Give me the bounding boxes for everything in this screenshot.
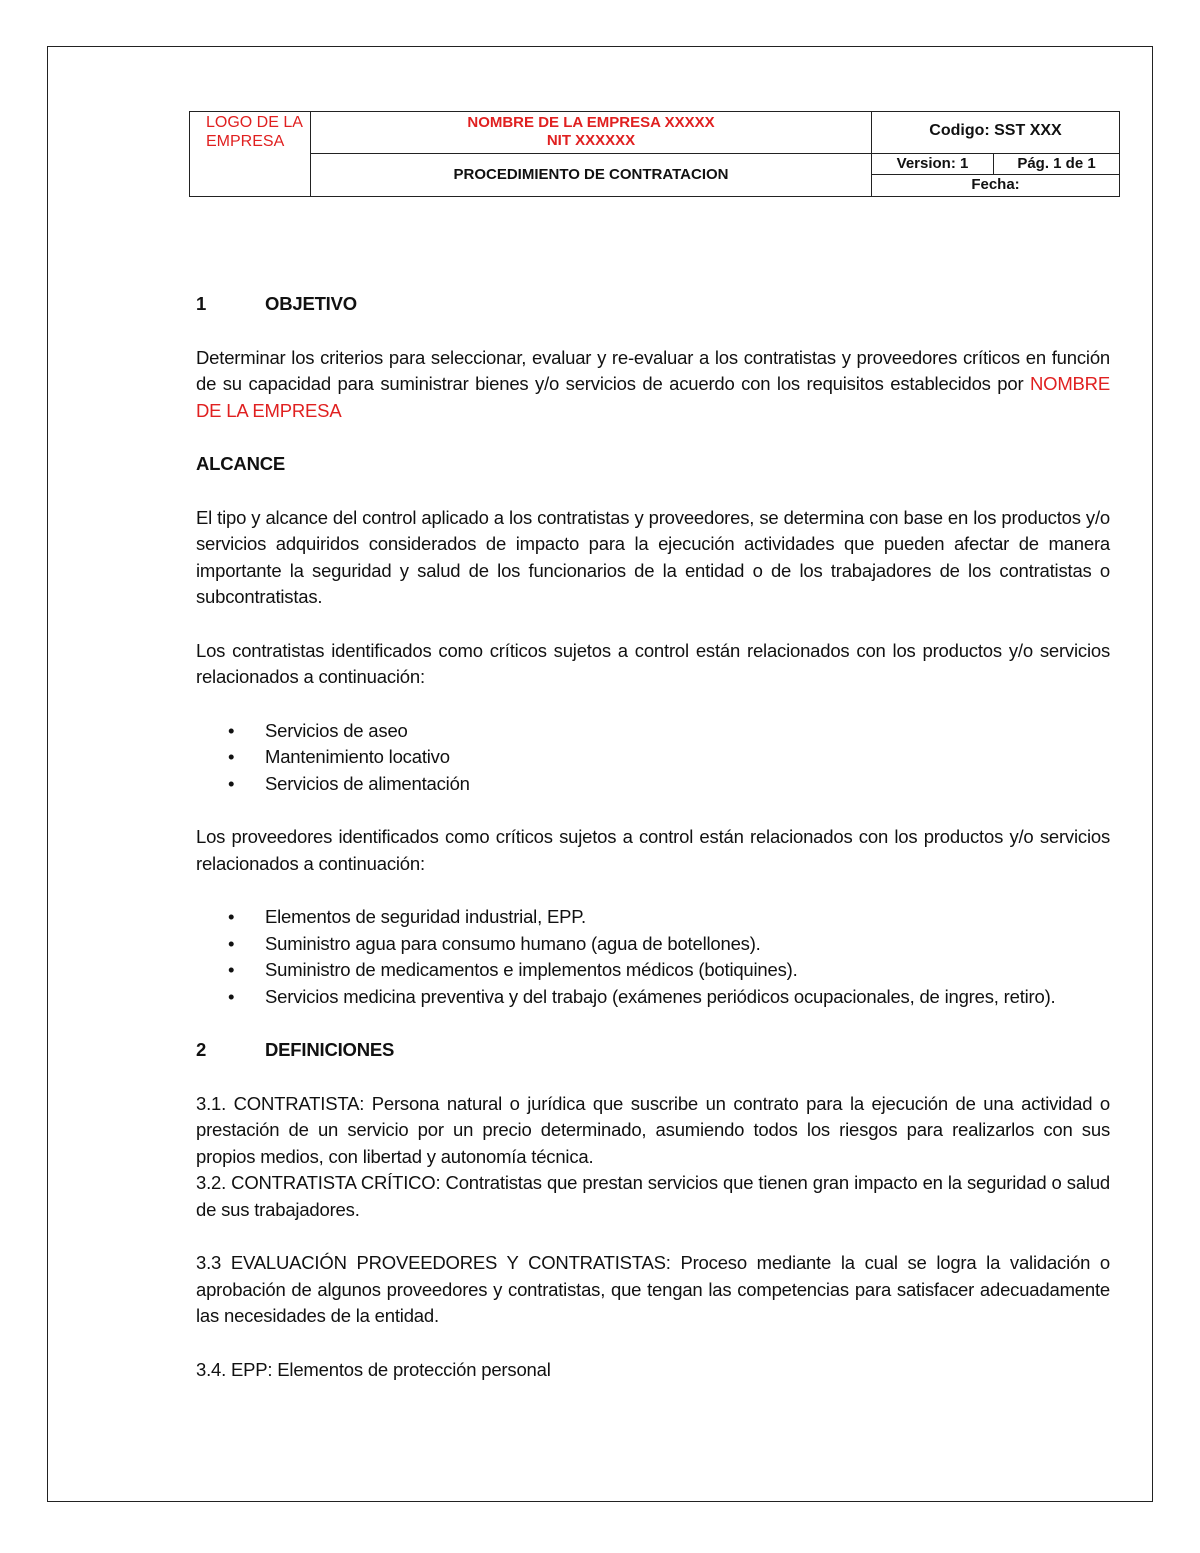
document-date: Fecha:	[971, 176, 1020, 193]
section-title: DEFINICIONES	[265, 1039, 395, 1060]
document-code: Codigo: SST XXX	[872, 112, 1119, 154]
bullet-icon: •	[228, 959, 235, 980]
document-header-table	[189, 111, 1120, 197]
list-item: • Servicios de aseo	[196, 718, 1110, 745]
section-definiciones-heading	[196, 1037, 1110, 1064]
page-number: Pág. 1 de 1	[994, 154, 1119, 175]
contratistas-list	[196, 718, 1110, 798]
logo-placeholder	[190, 112, 311, 196]
company-name-cell	[311, 112, 872, 154]
bullet-icon: •	[228, 772, 235, 794]
list-item: • Mantenimiento locativo	[196, 744, 1110, 771]
proveedores-list	[196, 904, 1110, 1010]
company-name: NOMBRE DE LA EMPRESA XXXXX	[467, 114, 715, 131]
company-nit: NIT XXXXXX	[546, 132, 636, 149]
alcance-paragraph-1: El tipo y alcance del control aplicado a los contratistas y proveedores, se determina con base en los productos y/o servicios adquiridos considerados de impacto para la ejecución actividades que pueden afectar de manera importante la seguridad y salud de los funcionarios de la entidad o de los trabajadores de los contratistas o subcontratistas.	[196, 506, 1110, 607]
alcance-paragraph-3: Los proveedores identificados como críticos sujetos a control están relacionados con los productos y/o servicios relacionados a continuación:	[196, 826, 1110, 874]
bullet-icon: •	[228, 746, 235, 767]
list-item: • Servicios medicina preventiva y del trabajo (exámenes periódicos ocupacionales, de ingres, retiro).	[196, 984, 1110, 1011]
section-alcance-heading: ALCANCE	[196, 453, 286, 474]
definition-epp: 3.4. EPP: Elementos de protección personal	[196, 1358, 551, 1380]
list-item: • Servicios de alimentación	[196, 771, 1110, 798]
list-item: • Suministro de medicamentos e implementos médicos (botiquines).	[196, 957, 1110, 984]
document-body	[196, 291, 1110, 1383]
bullet-icon: •	[228, 719, 235, 741]
alcance-paragraph-2: Los contratistas identificados como críticos sujetos a control están relacionados con los productos y/o servicios relacionados a continuación:	[196, 639, 1110, 687]
definition-evaluacion: 3.3 EVALUACIÓN PROVEEDORES Y CONTRATISTAS: Proceso mediante la cual se logra la validación o aprobación de algunos proveedores y contratistas, que tengan las competencias para satisfacer adecuadamente las necesidades de la entidad.	[196, 1252, 1110, 1326]
section-objetivo-heading	[196, 291, 1110, 318]
definition-contratista-critico: 3.2. CONTRATISTA CRÍTICO: Contratistas que prestan servicios que tienen gran impacto en la seguridad o salud de sus trabajadores.	[196, 1172, 1110, 1220]
objetivo-text: Determinar los criterios para seleccionar, evaluar y re-evaluar a los contratistas y proveedores críticos en función de su capacidad para suministrar bienes y/o servicios de acuerdo con los requisitos establecidos por	[196, 346, 1110, 394]
list-item: • Suministro agua para consumo humano (agua de botellones).	[196, 931, 1110, 958]
definition-contratista: 3.1. CONTRATISTA: Persona natural o jurídica que suscribe un contrato para la ejecución de una actividad o prestación de un servicio por un precio determinado, asumiendo todos los riesgos para realizarlos con sus propios medios, con libertad y autonomía técnica.	[196, 1092, 1110, 1167]
section-title: OBJETIVO	[265, 293, 357, 314]
bullet-icon: •	[228, 985, 235, 1007]
bullet-icon: •	[228, 932, 235, 954]
procedure-title: PROCEDIMIENTO DE CONTRATACION	[311, 154, 872, 196]
objetivo-paragraph	[196, 345, 1110, 425]
list-item: • Elementos de seguridad industrial, EPP.	[196, 904, 1110, 931]
logo-line-2: EMPRESA	[206, 133, 285, 150]
section-number: 2	[196, 1039, 207, 1060]
bullet-icon: •	[228, 906, 235, 927]
document-version: Version: 1	[872, 154, 994, 175]
company-name-reference: NOMBRE DE LA EMPRESA	[196, 373, 1110, 421]
section-number: 1	[196, 293, 207, 314]
logo-line-1: LOGO DE LA	[206, 114, 303, 131]
